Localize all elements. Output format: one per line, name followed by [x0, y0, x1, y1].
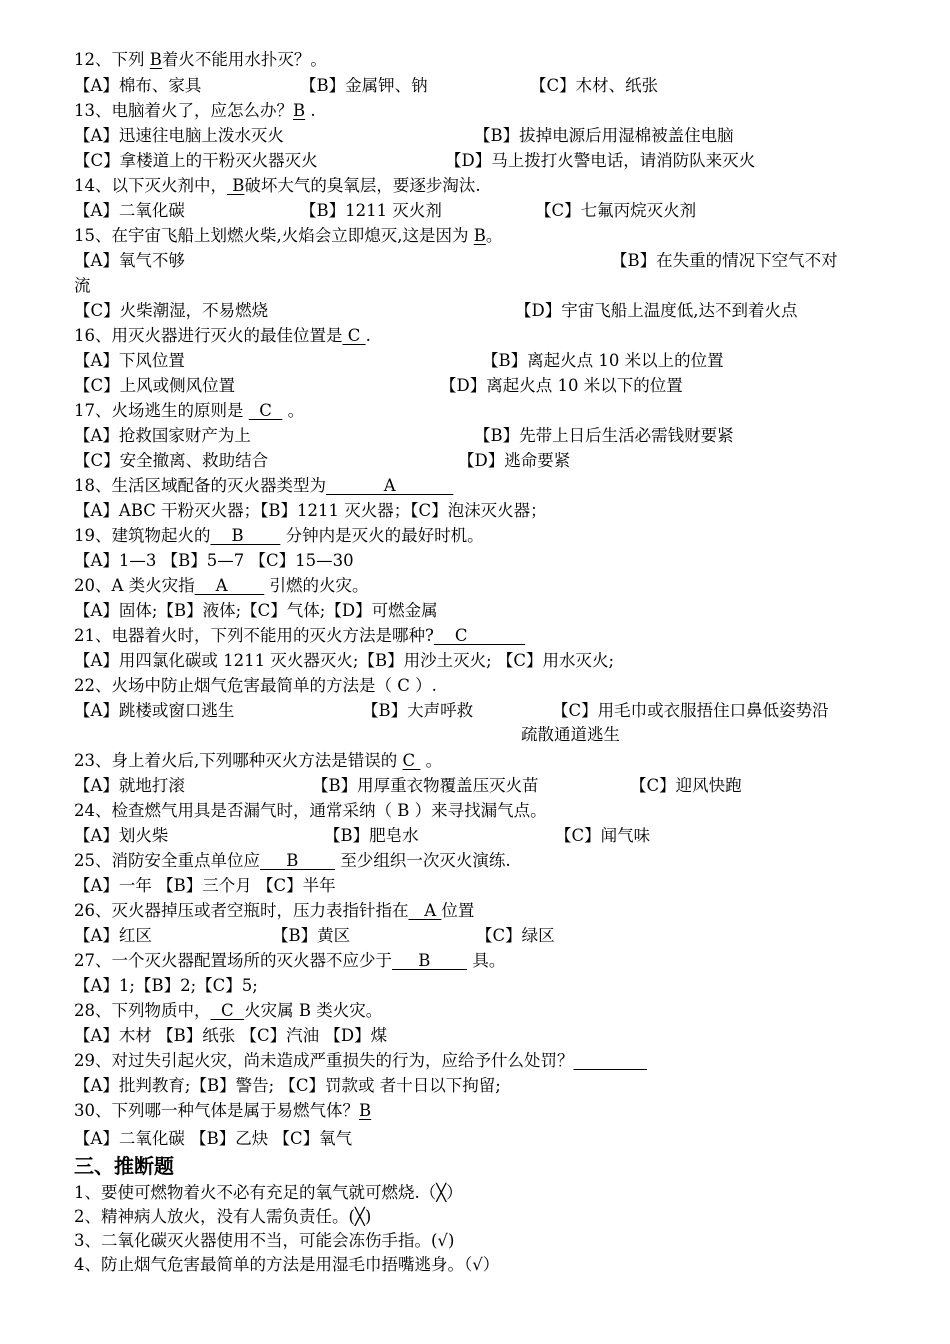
question-19: 19、建筑物起火的 B 分钟内是灭火的最好时机。 [74, 526, 484, 545]
options-30: 【A】二氧化碳 【B】乙炔 【C】氧气 [74, 1129, 353, 1148]
option-17c: 【C】安全撤离、救助结合 [74, 451, 269, 470]
question-13: 13、电脑着火了，应怎么办？B . [74, 101, 316, 120]
option-26b: 【B】黄区 [272, 926, 351, 945]
answer-25: B [260, 851, 336, 870]
answer-27: B [392, 951, 468, 970]
question-22: 22、火场中防止烟气危害最简单的方法是（ C ）. [74, 676, 437, 695]
option-15a: 【A】氧气不够 [74, 251, 185, 270]
tf-item: 4、防止烟气危害最简单的方法是用湿毛巾捂嘴逃身。（√） [74, 1255, 500, 1274]
question-23: 23、身上着火后,下列哪种灭火方法是错误的 C 。 [74, 751, 443, 770]
option-24c: 【C】闻气味 [555, 826, 651, 845]
question-27: 27、一个灭火器配置场所的灭火器不应少于 B 具。 [74, 951, 506, 970]
answer-16: C [342, 326, 366, 345]
option-15d: 【D】宇宙飞船上温度低,达不到着火点 [515, 301, 798, 320]
option-26a: 【A】红区 [74, 926, 152, 945]
question-26: 26、灭火器掉压或者空瓶时，压力表指针指在 A 位置 [74, 901, 475, 920]
answer-26: A [408, 901, 442, 920]
options-27: 【A】1;【B】2;【C】5; [74, 976, 258, 995]
answer-20: A [194, 576, 265, 595]
option-13b: 【B】拔掉电源后用湿棉被盖住电脑 [474, 126, 734, 145]
option-22a: 【A】跳楼或窗口逃生 [74, 701, 235, 720]
question-15: 15、在宇宙飞船上划燃火柴,火焰会立即熄灭,这是因为 B。 [74, 226, 503, 245]
option-16b: 【B】离起火点 10 米以上的位置 [482, 351, 724, 370]
option-13d: 【D】马上拨打火警电话，请消防队来灭火 [445, 151, 756, 170]
option-16c: 【C】上风或侧风位置 [74, 376, 236, 395]
question-29: 29、对过失引起火灾，尚未造成严重损失的行为，应给予什么处罚？ [74, 1050, 647, 1072]
option-22c: 【C】用毛巾或衣服捂住口鼻低姿势沿 [552, 701, 829, 720]
question-18: 18、生活区域配备的灭火器类型为 A [74, 476, 454, 495]
option-23b: 【B】用厚重衣物覆盖压灭火苗 [312, 776, 539, 795]
option-13c: 【C】拿楼道上的干粉灭火器灭火 [74, 151, 318, 170]
answer-18: A [326, 476, 454, 495]
option-14a: 【A】二氧化碳 [74, 201, 185, 220]
answer-13: B [293, 101, 306, 120]
option-14c: 【C】七氟丙烷灭火剂 [535, 201, 697, 220]
question-24: 24、检查燃气用具是否漏气时，通常采纳（ B ）来寻找漏气点。 [74, 801, 547, 820]
question-14: 14、以下灭火剂中， B破坏大气的臭氧层，要逐步淘汰. [74, 176, 481, 195]
answer-17: C [248, 401, 283, 420]
option-22c-cont: 疏散通道逃生 [521, 725, 620, 744]
options-29: 【A】批判教育;【B】警告; 【C】罚款或 者十日以下拘留; [74, 1076, 501, 1095]
options-18: 【A】ABC 干粉灭火器；【B】1211 灭火器；【C】泡沫灭火器； [74, 501, 547, 520]
option-12b: 【B】金属钾、钠 [300, 76, 428, 95]
tf-item: 2、精神病人放火，没有人需负责任。(╳) [74, 1207, 372, 1226]
options-25: 【A】一年 【B】三个月 【C】半年 [74, 876, 336, 895]
option-24a: 【A】划火柴 [74, 826, 169, 845]
question-30: 30、下列哪一种气体是属于易燃气体？B [74, 1101, 372, 1120]
answer-29 [574, 1051, 647, 1070]
option-22b: 【B】大声呼救 [362, 701, 474, 720]
question-16: 16、用灭火器进行灭火的最佳位置是 C . [74, 326, 371, 345]
option-15b: 【B】在失重的情况下空气不对 [611, 251, 838, 270]
option-16d: 【D】离起火点 10 米以下的位置 [440, 376, 683, 395]
option-24b: 【B】肥皂水 [324, 826, 419, 845]
option-23a: 【A】就地打滚 [74, 776, 185, 795]
answer-21: C [433, 626, 526, 645]
option-12c: 【C】木材、纸张 [530, 76, 659, 95]
tf-item: 1、要使可燃物着火不必有充足的氧气就可燃烧.（╳） [74, 1183, 463, 1202]
option-26c: 【C】绿区 [476, 926, 555, 945]
option-14b: 【B】1211 灭火剂 [300, 201, 442, 220]
option-15b-cont: 流 [74, 276, 91, 295]
option-16a: 【A】下风位置 [74, 351, 185, 370]
question-17: 17、火场逃生的原则是 C 。 [74, 401, 305, 420]
option-12a: 【A】棉布、家具 [74, 76, 202, 95]
option-17b: 【B】先带上日后生活必需钱财要紧 [474, 426, 734, 445]
options-21: 【A】用四氯化碳或 1211 灭火器灭火;【B】用沙土灭火; 【C】用水灭火; [74, 651, 615, 670]
answer-19: B [210, 526, 281, 545]
option-17a: 【A】抢救国家财产为上 [74, 426, 251, 445]
answer-23: C [402, 751, 421, 770]
options-28: 【A】木材 【B】纸张 【C】汽油 【D】煤 [74, 1026, 388, 1045]
options-20: 【A】固体;【B】液体;【C】气体;【D】可燃金属 [74, 601, 438, 620]
option-17d: 【D】逃命要紧 [458, 451, 571, 470]
answer-14: B [227, 176, 245, 195]
answer-30: B [359, 1101, 372, 1120]
question-28: 28、下列物质中， C 火灾属 B 类火灾。 [74, 1001, 383, 1020]
options-19: 【A】1—3 【B】5—7 【C】15—30 [74, 551, 354, 570]
option-15c: 【C】火柴潮湿，不易燃烧 [74, 301, 269, 320]
section-heading: 三、推断题 [74, 1154, 174, 1178]
option-23c: 【C】迎风快跑 [630, 776, 742, 795]
question-21: 21、电器着火时，下列不能用的灭火方法是哪种? C [74, 626, 526, 645]
option-13a: 【A】迅速往电脑上泼水灭火 [74, 126, 284, 145]
answer-15: B [473, 226, 486, 245]
tf-item: 3、二氧化碳灭火器使用不当，可能会冻伤手指。(√) [74, 1231, 455, 1250]
question-20: 20、A 类火灾指 A 引燃的火灾。 [74, 576, 369, 595]
answer-12: B [149, 50, 162, 69]
question-25: 25、消防安全重点单位应 B 至少组织一次灭火演练. [74, 851, 511, 870]
answer-28: C [210, 1001, 245, 1020]
question-12: 12、下列 B着火不能用水扑灭？。 [74, 50, 327, 69]
